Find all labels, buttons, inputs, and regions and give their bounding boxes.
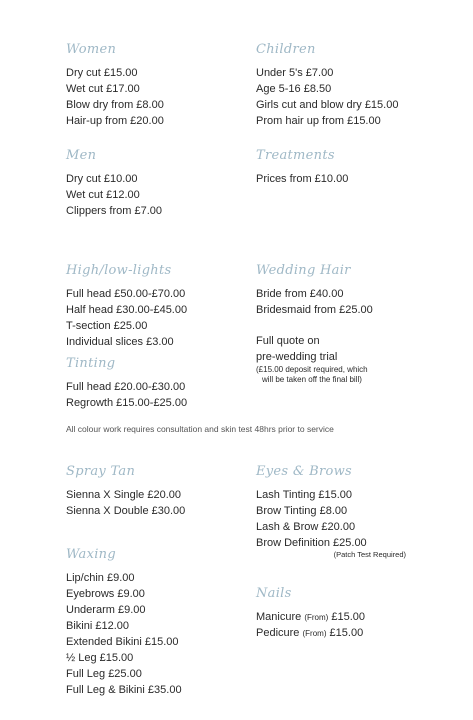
men-item: Clippers from £7.00 (66, 205, 162, 217)
treatments-item: Prices from £10.00 (256, 173, 349, 185)
tinting-item: Regrowth £15.00-£25.00 (66, 397, 188, 409)
waxing-heading: Waxing (66, 547, 116, 562)
waxing-item: Lip/chin £9.00 (66, 572, 135, 584)
nails-section (256, 587, 365, 641)
eyes-brows-heading: Eyes & Brows (256, 464, 353, 479)
women-item: Wet cut £17.00 (66, 83, 140, 95)
waxing-item: Extended Bikini £15.00 (66, 636, 179, 648)
children-heading: Children (256, 42, 316, 57)
waxing-item: Bikini £12.00 (66, 620, 129, 632)
children-item: Girls cut and blow dry £15.00 (256, 99, 399, 111)
wedding-item: Bride from £40.00 (256, 288, 344, 300)
waxing-item: Full Leg £25.00 (66, 668, 142, 680)
tinting-item: Full head £20.00-£30.00 (66, 381, 186, 393)
highlights-item: T-section £25.00 (66, 320, 148, 332)
eyes-brows-item: Lash & Brow £20.00 (256, 521, 356, 533)
wedding-item: Bridesmaid from £25.00 (256, 304, 373, 316)
tinting-section (66, 357, 187, 411)
waxing-section (66, 548, 182, 698)
wedding-deposit-note: will be taken off the final bill) (262, 375, 362, 384)
manicure-price: £15.00 (331, 611, 366, 623)
wedding-quote: Full quote on (256, 335, 320, 347)
nails-heading: Nails (256, 586, 292, 601)
men-item: Wet cut £12.00 (66, 189, 140, 201)
pedicure-from: (From) (302, 629, 327, 638)
women-item: Blow dry from £8.00 (66, 99, 164, 111)
highlights-section (66, 264, 187, 350)
wedding-section (256, 264, 373, 385)
highlights-item: Full head £50.00-£70.00 (66, 288, 186, 300)
tinting-heading: Tinting (66, 356, 116, 371)
treatments-heading: Treatments (256, 148, 335, 163)
highlights-heading: High/low-lights (66, 263, 172, 278)
men-heading: Men (66, 148, 97, 163)
highlights-item: Individual slices £3.00 (66, 336, 174, 348)
waxing-item: Underarm £9.00 (66, 604, 146, 616)
women-item: Hair-up from £20.00 (66, 115, 164, 127)
treatments-section (256, 149, 348, 187)
children-item: Prom hair up from £15.00 (256, 115, 381, 127)
manicure-label: Manicure (256, 611, 302, 623)
men-section (66, 149, 162, 219)
waxing-item: Full Leg & Bikini £35.00 (66, 684, 182, 696)
pedicure-label: Pedicure (256, 627, 300, 639)
men-item: Dry cut £10.00 (66, 173, 138, 185)
eyes-brows-item: Brow Definition £25.00 (256, 537, 367, 549)
children-item: Age 5-16 £8.50 (256, 83, 332, 95)
nails-item-pedicure (256, 625, 365, 641)
manicure-from: (From) (304, 613, 329, 622)
wedding-deposit-note: (£15.00 deposit required, which (256, 365, 368, 374)
children-item: Under 5's £7.00 (256, 67, 334, 79)
nails-item-manicure (256, 609, 365, 625)
highlights-item: Half head £30.00-£45.00 (66, 304, 188, 316)
women-item: Dry cut £15.00 (66, 67, 138, 79)
wedding-quote: pre-wedding trial (256, 351, 338, 363)
eyes-brows-item: Lash Tinting £15.00 (256, 489, 353, 501)
waxing-item: ½ Leg £15.00 (66, 652, 134, 664)
children-section (256, 43, 398, 129)
wedding-heading: Wedding Hair (256, 263, 351, 278)
colour-work-note: All colour work requires consultation and skin test 48hrs prior to service (66, 424, 334, 434)
patch-test-note: (Patch Test Required) (333, 550, 406, 559)
spray-tan-heading: Spray Tan (66, 464, 136, 479)
spray-tan-item: Sienna X Single £20.00 (66, 489, 181, 501)
spray-tan-section (66, 465, 185, 519)
spray-tan-item: Sienna X Double £30.00 (66, 505, 186, 517)
women-heading: Women (66, 42, 117, 57)
pedicure-price: £15.00 (329, 627, 364, 639)
women-section (66, 43, 164, 129)
eyes-brows-item: Brow Tinting £8.00 (256, 505, 348, 517)
eyes-brows-section (256, 465, 406, 560)
waxing-item: Eyebrows £9.00 (66, 588, 145, 600)
